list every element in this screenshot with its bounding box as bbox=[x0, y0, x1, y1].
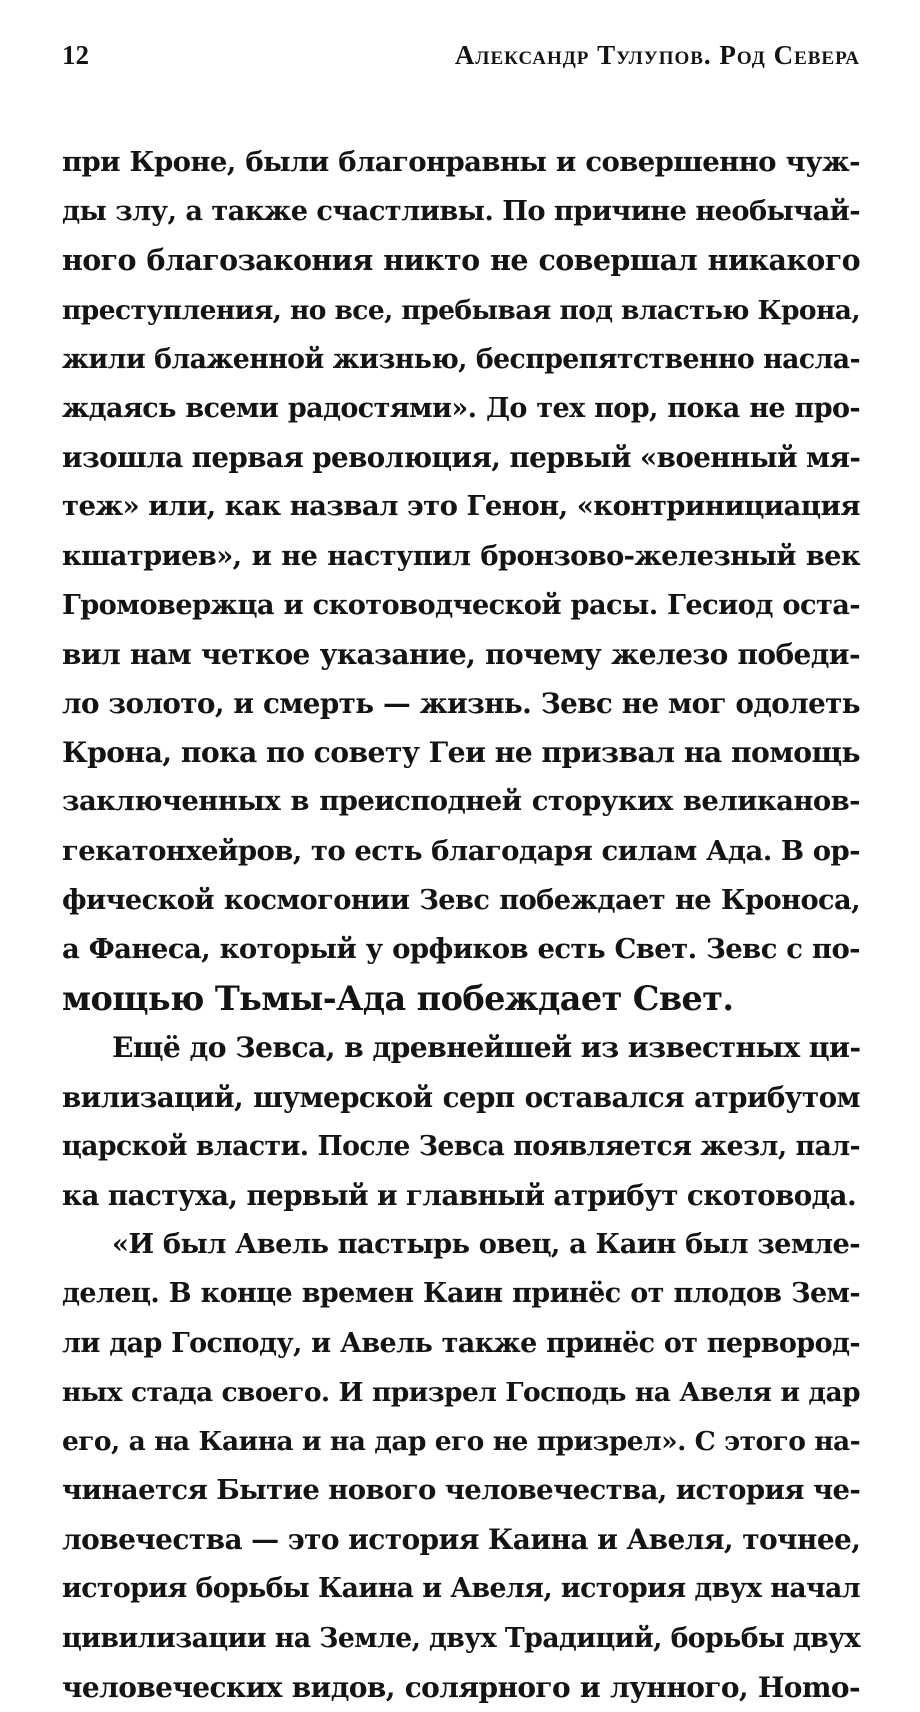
text-line: Громовержца и скотоводческой расы. Гесиод оста- bbox=[62, 588, 860, 621]
text-line: царской власти. После Зевса появляется жезл, пал- bbox=[62, 1130, 860, 1162]
text-line: при Кроне, были благонравны и совершенно чуж- bbox=[62, 146, 860, 178]
text-line: ли дар Господу, и Авель также принёс от первород- bbox=[62, 1327, 860, 1359]
text-line: «И был Авель пастырь овец, а Каин был земле- bbox=[112, 1228, 860, 1261]
text-line: заключенных в преисподней сторуких великанов- bbox=[62, 785, 860, 818]
text-line: вил нам четкое указание, почему железо победи- bbox=[62, 637, 860, 671]
text-line: цивилизации на Земле, двух Традиций, борьбы двух bbox=[62, 1622, 860, 1654]
text-line: а Фанеса, который у орфиков есть Свет. Зевс с по- bbox=[62, 933, 860, 965]
text-line: ного благозакония никто не совершал никакого bbox=[62, 243, 860, 278]
text-line: вилизаций, шумерской серп оставался атрибутом bbox=[62, 1080, 860, 1114]
text-line: ловечества — это история Каина и Авеля, точнее, bbox=[62, 1523, 861, 1557]
running-head: Александр Тулупов. Род Севера bbox=[454, 40, 860, 70]
page-header bbox=[62, 40, 860, 90]
text-line: Ещё до Зевса, в древнейшей из известных ци- bbox=[112, 1030, 861, 1065]
text-line: ных стада своего. И призрел Господь на Авеля и дар bbox=[62, 1376, 860, 1408]
page-number: 12 bbox=[62, 40, 89, 70]
text-line: ды злу, а также счастливы. По причине необычай- bbox=[62, 195, 860, 228]
text-line: человеческих видов, солярного и лунного, Homo- bbox=[62, 1670, 860, 1704]
text-line: его, а на Каина и на дар его не призрел». С этого на- bbox=[62, 1425, 860, 1457]
text-line: изошла первая революция, первый «военный мя- bbox=[62, 441, 861, 475]
text-line: делец. В конце времен Каин принёс от плодов Зем- bbox=[62, 1278, 860, 1310]
text-line: Крона, пока по совету Геи не призвал на помощь bbox=[62, 735, 860, 770]
text-line: фической космогонии Зевс побеждает не Кроноса, bbox=[62, 883, 860, 916]
text-line: ло золото, и смерть — жизнь. Зевс не мог одолеть bbox=[62, 687, 860, 721]
text-line: преступления, но все, пребывая под властью Крона, bbox=[62, 294, 860, 326]
text-line: теж» или, как назвал это Генон, «контринициация bbox=[62, 490, 860, 523]
body-text bbox=[62, 138, 860, 1712]
text-line: кшатриев», и не наступил бронзово-железный век bbox=[62, 539, 860, 572]
text-line: жили блаженной жизнью, беспрепятственно насла- bbox=[62, 343, 860, 375]
text-line: ждаясь всеми радостями». До тех пор, пока не про- bbox=[62, 392, 860, 424]
text-line: гекатонхейров, то есть благодаря силам Ада. В ор- bbox=[62, 834, 860, 867]
text-line: история борьбы Каина и Авеля, история двух начал bbox=[62, 1573, 860, 1605]
text-line: ка пастуха, первый и главный атрибут скотовода. bbox=[62, 1178, 857, 1212]
text-line: чинается Бытие нового человечества, история че- bbox=[62, 1474, 861, 1507]
book-page bbox=[62, 40, 860, 1712]
text-line: мощью Тьмы-Ада побеждает Свет. bbox=[62, 979, 734, 1019]
